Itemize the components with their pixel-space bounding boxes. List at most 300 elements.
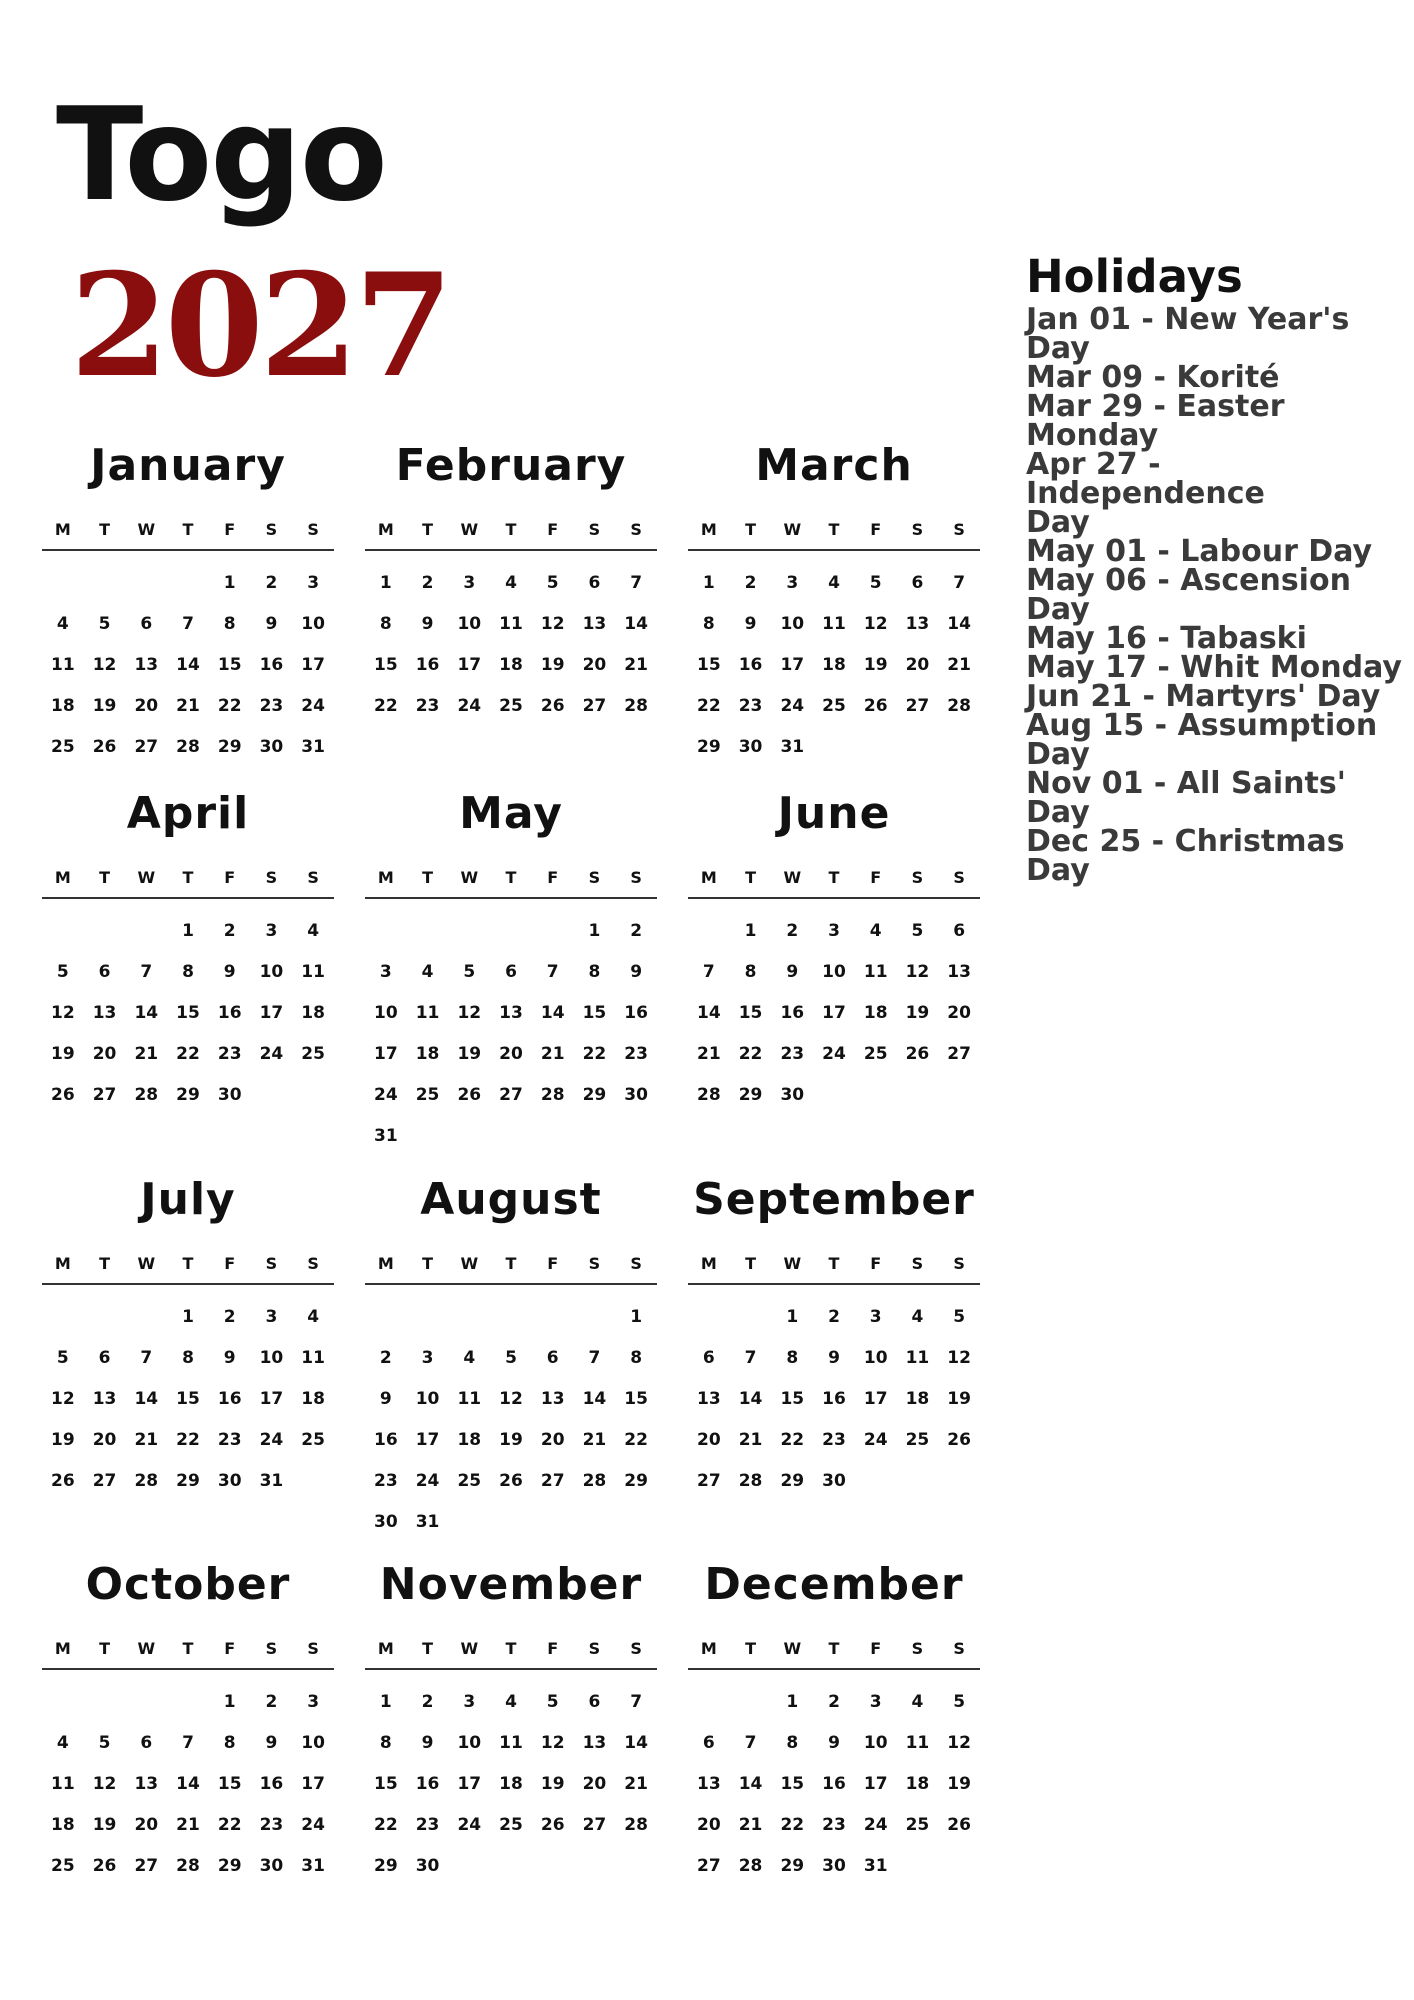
day-cell: 4 (56, 1733, 69, 1753)
month-title: June (777, 788, 891, 839)
month-august (365, 1172, 657, 1543)
day-cell: 5 (546, 573, 559, 593)
day-cell: 20 (499, 1044, 523, 1064)
day-cell: 10 (259, 1348, 284, 1368)
day-grid (42, 563, 334, 768)
day-cell: 27 (540, 1471, 565, 1491)
day-grid (42, 1297, 334, 1502)
day-cell: 21 (540, 1044, 565, 1064)
month-april (42, 786, 334, 1116)
weekday-label: W (460, 868, 479, 887)
day-grid (42, 911, 334, 1116)
day-cell: 6 (702, 1348, 715, 1368)
weekday-label: M (54, 520, 71, 539)
day-cell: 10 (863, 1348, 888, 1368)
day-cell: 25 (863, 1044, 888, 1064)
day-cell: 18 (301, 1389, 325, 1409)
day-cell: 2 (379, 1348, 392, 1368)
day-cell: 12 (540, 1733, 565, 1753)
day-cell: 4 (828, 573, 840, 593)
empty-cell (448, 911, 490, 952)
day-cell: 16 (217, 1003, 242, 1023)
weekday-label: T (99, 520, 111, 539)
day-cell: 22 (217, 1815, 242, 1835)
day-cell: 9 (379, 1389, 392, 1409)
month-title: November (379, 1559, 643, 1610)
day-cell: 17 (822, 1003, 846, 1023)
weekday-label: T (422, 520, 434, 539)
day-cell: 17 (374, 1044, 398, 1064)
day-cell: 11 (499, 1733, 523, 1753)
day-cell: 28 (624, 1815, 648, 1835)
day-cell: 7 (744, 1348, 757, 1368)
day-cell: 20 (92, 1044, 117, 1064)
day-cell: 25 (51, 1856, 75, 1876)
day-cell: 25 (905, 1815, 930, 1835)
day-cell: 26 (863, 696, 888, 716)
day-cell: 27 (582, 1815, 607, 1835)
day-cell: 7 (588, 1348, 601, 1368)
day-cell: 16 (822, 1389, 846, 1409)
day-cell: 19 (947, 1389, 971, 1409)
holiday-line: Monday (1026, 418, 1159, 453)
day-cell: 9 (786, 962, 799, 982)
holiday-line: May 17 - Whit Monday (1026, 650, 1402, 685)
empty-cell (84, 1297, 126, 1338)
month-february (365, 438, 657, 727)
holiday-line: Day (1026, 853, 1090, 888)
day-cell: 5 (911, 921, 924, 941)
holidays-heading: Holidays (1026, 250, 1243, 303)
holiday-line: Dec 25 - Christmas (1026, 824, 1345, 859)
weekday-label: T (182, 1639, 194, 1658)
weekday-label: S (630, 520, 642, 539)
day-cell: 13 (697, 1389, 721, 1409)
empty-cell (125, 911, 167, 952)
weekday-label: S (911, 868, 924, 887)
day-grid (688, 911, 980, 1116)
day-cell: 14 (134, 1389, 159, 1409)
empty-cell (730, 1682, 772, 1723)
holiday-line: Jun 21 - Martyrs' Day (1026, 679, 1381, 714)
day-cell: 22 (738, 1044, 763, 1064)
day-cell: 4 (869, 921, 882, 941)
day-cell: 27 (582, 696, 607, 716)
empty-cell (125, 1682, 167, 1723)
day-cell: 27 (905, 696, 930, 716)
holiday-line: Mar 29 - Easter (1026, 389, 1285, 424)
day-cell: 15 (217, 1774, 242, 1794)
day-cell: 22 (374, 1815, 398, 1835)
holiday-line: Apr 27 - Independence (1026, 447, 1265, 511)
day-cell: 12 (92, 655, 117, 675)
day-cell: 3 (421, 1348, 434, 1368)
day-cell: 22 (217, 696, 242, 716)
day-cell: 16 (415, 655, 440, 675)
day-cell: 14 (624, 1733, 648, 1753)
day-cell: 7 (702, 962, 715, 982)
weekday-label: W (783, 1639, 802, 1658)
day-grid (365, 1297, 657, 1543)
day-cell: 1 (223, 1692, 236, 1712)
day-cell: 26 (540, 1815, 565, 1835)
day-cell: 27 (697, 1471, 721, 1491)
day-cell: 27 (92, 1085, 117, 1105)
weekday-label: T (182, 520, 194, 539)
day-cell: 4 (505, 1692, 517, 1712)
day-cell: 7 (630, 573, 643, 593)
day-cell: 30 (822, 1471, 846, 1491)
day-cell: 18 (905, 1389, 930, 1409)
empty-cell (407, 1297, 449, 1338)
day-cell: 6 (911, 573, 924, 593)
weekday-label: S (953, 868, 965, 887)
weekday-label: S (630, 1254, 642, 1273)
weekday-label: W (137, 520, 156, 539)
day-cell: 11 (301, 962, 325, 982)
weekday-label: S (265, 1254, 278, 1273)
day-cell: 12 (457, 1003, 482, 1023)
day-cell: 24 (301, 696, 325, 716)
day-cell: 31 (301, 737, 325, 757)
weekday-label: W (783, 868, 802, 887)
weekday-label: F (224, 1639, 236, 1658)
day-cell: 10 (863, 1733, 888, 1753)
month-title: September (693, 1174, 975, 1225)
day-cell: 13 (697, 1774, 721, 1794)
day-cell: 30 (738, 737, 763, 757)
day-cell: 6 (953, 921, 966, 941)
empty-cell (125, 563, 167, 604)
day-cell: 6 (546, 1348, 559, 1368)
day-cell: 20 (134, 1815, 159, 1835)
country-title: Togo (56, 81, 386, 230)
month-december (688, 1557, 980, 1887)
day-grid (42, 1682, 334, 1887)
day-cell: 7 (182, 1733, 194, 1753)
day-cell: 25 (301, 1044, 325, 1064)
day-grid (688, 563, 980, 768)
weekday-label: M (54, 1254, 71, 1273)
day-cell: 3 (869, 1307, 882, 1327)
weekday-label: W (460, 1254, 479, 1273)
weekday-label: S (588, 520, 601, 539)
month-title: March (755, 440, 913, 491)
weekday-label: S (953, 520, 965, 539)
empty-cell (42, 563, 84, 604)
day-cell: 23 (822, 1430, 846, 1450)
day-cell: 23 (624, 1044, 648, 1064)
weekday-label: T (505, 1639, 517, 1658)
day-cell: 8 (379, 614, 392, 634)
day-cell: 26 (457, 1085, 482, 1105)
day-cell: 16 (217, 1389, 242, 1409)
day-cell: 24 (415, 1471, 440, 1491)
weekday-label: T (828, 1639, 840, 1658)
day-cell: 27 (697, 1856, 721, 1876)
day-cell: 13 (499, 1003, 523, 1023)
day-cell: 23 (374, 1471, 398, 1491)
day-cell: 15 (697, 655, 721, 675)
weekday-label: T (828, 868, 840, 887)
day-cell: 31 (374, 1126, 398, 1146)
day-cell: 7 (140, 1348, 153, 1368)
weekday-label: S (588, 868, 601, 887)
day-cell: 19 (863, 655, 888, 675)
weekday-label: T (745, 868, 757, 887)
empty-cell (532, 1297, 574, 1338)
weekday-label: W (783, 520, 802, 539)
weekday-label: S (630, 868, 642, 887)
day-cell: 21 (738, 1815, 763, 1835)
day-cell: 23 (217, 1430, 242, 1450)
day-cell: 10 (415, 1389, 440, 1409)
weekday-header (365, 520, 657, 551)
day-cell: 16 (624, 1003, 648, 1023)
day-cell: 2 (223, 1307, 236, 1327)
day-cell: 7 (182, 614, 194, 634)
day-cell: 13 (92, 1003, 117, 1023)
day-cell: 18 (415, 1044, 440, 1064)
day-cell: 23 (259, 1815, 284, 1835)
day-cell: 24 (259, 1430, 284, 1450)
day-cell: 14 (697, 1003, 721, 1023)
day-cell: 26 (51, 1085, 75, 1105)
day-cell: 21 (176, 1815, 200, 1835)
weekday-label: M (377, 520, 394, 539)
month-title: February (395, 440, 627, 491)
holiday-line: Day (1026, 592, 1090, 627)
empty-cell (490, 1297, 532, 1338)
month-title: August (420, 1174, 602, 1225)
day-cell: 28 (134, 1085, 159, 1105)
empty-cell (532, 911, 574, 952)
month-march (688, 438, 980, 768)
empty-cell (167, 563, 209, 604)
day-cell: 21 (134, 1044, 159, 1064)
day-cell: 8 (223, 614, 236, 634)
day-cell: 19 (947, 1774, 971, 1794)
holiday-line: Aug 15 - Assumption (1026, 708, 1378, 743)
weekday-label: W (137, 1639, 156, 1658)
day-cell: 15 (582, 1003, 607, 1023)
weekday-label: M (700, 520, 717, 539)
day-cell: 17 (863, 1389, 888, 1409)
weekday-label: M (700, 1639, 717, 1658)
day-cell: 19 (457, 1044, 482, 1064)
empty-cell (688, 1682, 730, 1723)
day-cell: 9 (828, 1733, 840, 1753)
day-cell: 6 (140, 1733, 153, 1753)
weekday-label: F (224, 1254, 236, 1273)
day-cell: 14 (738, 1774, 763, 1794)
day-cell: 28 (947, 696, 971, 716)
weekday-label: T (745, 1254, 757, 1273)
day-cell: 17 (863, 1774, 888, 1794)
day-cell: 14 (176, 655, 200, 675)
day-cell: 30 (415, 1856, 440, 1876)
day-cell: 4 (505, 573, 517, 593)
day-cell: 1 (630, 1307, 643, 1327)
weekday-label: W (460, 1639, 479, 1658)
empty-cell (125, 1297, 167, 1338)
day-cell: 14 (582, 1389, 607, 1409)
day-cell: 26 (92, 737, 117, 757)
day-cell: 9 (265, 614, 278, 634)
empty-cell (42, 1682, 84, 1723)
day-cell: 9 (828, 1348, 840, 1368)
day-cell: 22 (697, 696, 721, 716)
day-cell: 29 (217, 737, 242, 757)
weekday-label: S (588, 1254, 601, 1273)
day-cell: 16 (259, 655, 284, 675)
day-cell: 2 (265, 1692, 278, 1712)
day-cell: 5 (869, 573, 882, 593)
day-cell: 10 (374, 1003, 398, 1023)
weekday-label: F (870, 1254, 882, 1273)
day-cell: 24 (374, 1085, 398, 1105)
day-cell: 10 (301, 614, 325, 634)
day-cell: 26 (51, 1471, 75, 1491)
day-cell: 19 (51, 1044, 75, 1064)
day-cell: 5 (953, 1307, 966, 1327)
day-cell: 2 (828, 1307, 840, 1327)
day-cell: 18 (822, 655, 846, 675)
empty-cell (448, 1297, 490, 1338)
weekday-label: T (422, 868, 434, 887)
month-title: April (126, 788, 250, 839)
day-cell: 22 (176, 1044, 200, 1064)
weekday-header (42, 1639, 334, 1670)
day-cell: 28 (738, 1856, 763, 1876)
day-cell: 21 (582, 1430, 607, 1450)
day-cell: 11 (51, 655, 75, 675)
empty-cell (490, 911, 532, 952)
day-cell: 27 (947, 1044, 971, 1064)
weekday-label: S (265, 1639, 278, 1658)
weekday-label: M (54, 868, 71, 887)
day-cell: 18 (905, 1774, 930, 1794)
month-january (42, 438, 334, 768)
weekday-label: S (307, 1254, 319, 1273)
holiday-line: Day (1026, 505, 1090, 540)
day-cell: 8 (702, 614, 715, 634)
day-cell: 24 (457, 696, 482, 716)
day-cell: 26 (92, 1856, 117, 1876)
day-cell: 4 (911, 1307, 924, 1327)
day-cell: 18 (457, 1430, 482, 1450)
day-cell: 20 (582, 655, 607, 675)
month-title: January (90, 440, 286, 491)
day-cell: 8 (588, 962, 601, 982)
day-cell: 2 (630, 921, 643, 941)
day-cell: 4 (421, 962, 434, 982)
day-cell: 29 (176, 1471, 200, 1491)
day-cell: 6 (140, 614, 153, 634)
day-cell: 30 (822, 1856, 846, 1876)
day-cell: 11 (905, 1733, 930, 1753)
day-cell: 31 (863, 1856, 888, 1876)
day-cell: 5 (546, 1692, 559, 1712)
weekday-label: F (224, 868, 236, 887)
day-cell: 22 (780, 1815, 805, 1835)
year-title: 2027 (70, 243, 450, 409)
day-cell: 4 (911, 1692, 924, 1712)
day-cell: 14 (947, 614, 971, 634)
day-cell: 7 (630, 1692, 643, 1712)
day-cell: 6 (588, 573, 601, 593)
day-cell: 28 (134, 1471, 159, 1491)
day-cell: 15 (780, 1389, 805, 1409)
day-cell: 1 (786, 1692, 799, 1712)
day-cell: 6 (98, 1348, 111, 1368)
day-cell: 23 (415, 1815, 440, 1835)
month-title: May (459, 788, 563, 839)
day-cell: 17 (457, 1774, 482, 1794)
day-cell: 5 (98, 1733, 111, 1753)
day-cell: 5 (463, 962, 476, 982)
day-cell: 15 (374, 655, 398, 675)
weekday-label: F (224, 520, 236, 539)
weekday-label: T (828, 520, 840, 539)
holiday-line: Day (1026, 331, 1090, 366)
holiday-line: Nov 01 - All Saints' (1026, 766, 1346, 801)
day-cell: 12 (540, 614, 565, 634)
month-may (365, 786, 657, 1157)
weekday-label: T (182, 868, 194, 887)
weekday-label: W (137, 868, 156, 887)
day-cell: 14 (738, 1389, 763, 1409)
weekday-label: T (99, 1639, 111, 1658)
day-cell: 3 (307, 573, 320, 593)
day-cell: 19 (92, 1815, 117, 1835)
day-cell: 13 (582, 1733, 607, 1753)
holiday-line: Day (1026, 737, 1090, 772)
empty-cell (42, 1297, 84, 1338)
holidays-list (1026, 302, 1406, 888)
empty-cell (574, 1297, 616, 1338)
day-cell: 8 (182, 1348, 194, 1368)
empty-cell (688, 911, 730, 952)
day-cell: 12 (499, 1389, 523, 1409)
day-cell: 1 (744, 921, 757, 941)
day-cell: 25 (905, 1430, 930, 1450)
day-cell: 14 (624, 614, 648, 634)
day-cell: 16 (822, 1774, 846, 1794)
weekday-label: T (505, 868, 517, 887)
day-cell: 29 (582, 1085, 607, 1105)
empty-cell (84, 911, 126, 952)
day-cell: 14 (540, 1003, 565, 1023)
holiday-line: Jan 01 - New Year's (1026, 302, 1350, 337)
day-cell: 6 (98, 962, 111, 982)
day-cell: 28 (738, 1471, 763, 1491)
day-cell: 16 (780, 1003, 805, 1023)
weekday-label: M (377, 868, 394, 887)
weekday-header (42, 520, 334, 551)
day-cell: 20 (947, 1003, 971, 1023)
day-cell: 13 (582, 614, 607, 634)
day-cell: 17 (301, 655, 325, 675)
weekday-label: S (307, 868, 319, 887)
day-cell: 11 (415, 1003, 440, 1023)
day-cell: 9 (265, 1733, 278, 1753)
day-cell: 19 (92, 696, 117, 716)
day-cell: 9 (421, 614, 434, 634)
month-july (42, 1172, 334, 1502)
day-cell: 5 (98, 614, 111, 634)
day-cell: 23 (259, 696, 284, 716)
